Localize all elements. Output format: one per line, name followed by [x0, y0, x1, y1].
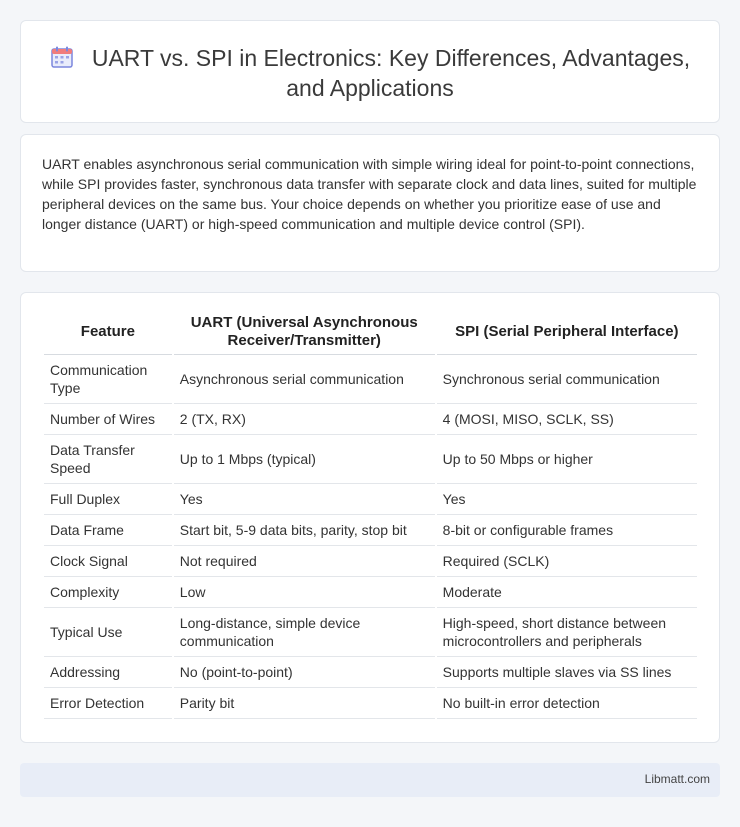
table-header-row — [44, 309, 697, 355]
spi-cell: 4 (MOSI, MISO, SCLK, SS) — [437, 404, 697, 435]
spi-cell: Required (SCLK) — [437, 546, 697, 577]
feature-cell: Typical Use — [44, 608, 172, 657]
table-row — [44, 608, 697, 657]
uart-cell: Long-distance, simple device communication — [174, 608, 435, 657]
spi-cell: No built-in error detection — [437, 688, 697, 719]
spi-cell: Yes — [437, 484, 697, 515]
uart-cell: 2 (TX, RX) — [174, 404, 435, 435]
uart-cell: Asynchronous serial communication — [174, 355, 435, 404]
table-row — [44, 484, 697, 515]
spi-cell: Moderate — [437, 577, 697, 608]
title-card — [20, 20, 720, 123]
feature-cell: Number of Wires — [44, 404, 172, 435]
spi-cell: High-speed, short distance between microcontrollers and peripherals — [437, 608, 697, 657]
uart-cell: Low — [174, 577, 435, 608]
table-row — [44, 577, 697, 608]
header-spi: SPI (Serial Peripheral Interface) — [437, 309, 697, 355]
uart-cell: Parity bit — [174, 688, 435, 719]
feature-cell: Communication Type — [44, 355, 172, 404]
spi-cell: 8-bit or configurable frames — [437, 515, 697, 546]
uart-cell: Not required — [174, 546, 435, 577]
page-title — [21, 43, 719, 103]
table-row — [44, 546, 697, 577]
feature-cell: Clock Signal — [44, 546, 172, 577]
spi-cell: Up to 50 Mbps or higher — [437, 435, 697, 484]
footer-brand-link[interactable]: Libmatt.com — [644, 772, 710, 786]
table-row — [44, 515, 697, 546]
table-row — [44, 355, 697, 404]
feature-cell: Complexity — [44, 577, 172, 608]
feature-cell: Data Transfer Speed — [44, 435, 172, 484]
table-row — [44, 657, 697, 688]
footer — [20, 763, 720, 797]
feature-cell: Addressing — [44, 657, 172, 688]
comparison-table-card — [20, 292, 720, 743]
uart-cell: Up to 1 Mbps (typical) — [174, 435, 435, 484]
table-row — [44, 435, 697, 484]
uart-cell: Start bit, 5-9 data bits, parity, stop bit — [174, 515, 435, 546]
comparison-table — [42, 309, 699, 719]
table-row — [44, 404, 697, 435]
calendar-icon — [50, 45, 74, 69]
spi-cell: Synchronous serial communication — [437, 355, 697, 404]
uart-cell: Yes — [174, 484, 435, 515]
spi-cell: Supports multiple slaves via SS lines — [437, 657, 697, 688]
header-feature: Feature — [44, 309, 172, 355]
header-uart: UART (Universal Asynchronous Receiver/Transmitter) — [174, 309, 435, 355]
uart-cell: No (point-to-point) — [174, 657, 435, 688]
summary-text: UART enables asynchronous serial communication with simple wiring ideal for point-to-point connections, while SPI provides faster, synchronous data transfer with separate clock and data lines, suited for multiple peripheral devices on the same bus. Your choice depends on whether you prioritize ease of use and longer distance (UART) or high-speed communication and multiple device control (SPI). — [42, 156, 697, 232]
feature-cell: Full Duplex — [44, 484, 172, 515]
summary-card — [20, 134, 720, 272]
feature-cell: Data Frame — [44, 515, 172, 546]
feature-cell: Error Detection — [44, 688, 172, 719]
table-row — [44, 688, 697, 719]
title-text: UART vs. SPI in Electronics: Key Differences, Advantages, and Applications — [91, 45, 691, 101]
